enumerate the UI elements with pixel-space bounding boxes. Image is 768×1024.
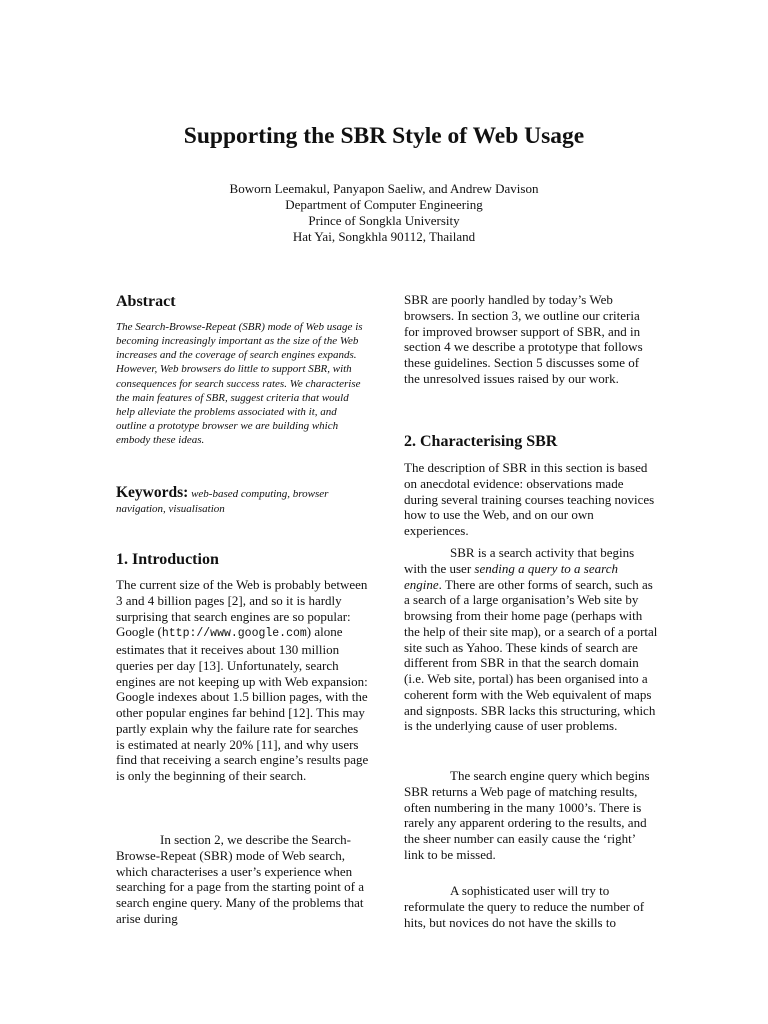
google-url: http://www.google.com [161,627,307,641]
intro-paragraph-2: In section 2, we describe the Search-Browse-Repeat (SBR) mode of Web search, which characterises a user’s experience when searching for a page from the starting point of a search engine query. Many of the problems that arise during [116,832,364,926]
sbr-p2-emphasis: sending a query to a search engine [404,560,618,592]
intro-p1-text-a: The current size of the Web is probably between 3 and 4 billion pages [2], and so it is hardly surprising that search engines are so popular: Google ( [116,577,368,640]
right-paragraph-continued: SBR are poorly handled by today’s Web browsers. In section 3, we outline our criteria for improved browser support of SBR, and in section 4 we describe a prototype that follows these guidelines. Section 5 discusses some of the unresolved issues raised by our work. [404,292,643,386]
intro-p1-text-b: ) alone estimates that it receives about 130 million queries per day [13]. Unfortunately, search engines are not keeping up with Web expansion: Google indexes about 1.5 billion pages, with the other popular engines far behind [12]. This may partly explain why the failure rate for searches is estimated at nearly 20% [11], and why users find that receiving a search engine’s results page is only the beginning of their search. [116,624,369,783]
sbr-paragraph-3: The search engine query which begins SBR returns a Web page of matching results, often numbering in the many 1000’s. There is rarely any apparent ordering to the results, and the sheer number can easily cause the ‘right’ link to be missed. [404,768,650,862]
section-heading-characterising-sbr: 2. Characterising SBR [404,433,558,450]
keywords-label: Keywords: [116,484,189,501]
abstract-text: The Search-Browse-Repeat (SBR) mode of Web usage is becoming increasingly important as the size of the Web increases and the coverage of search engines expands. However, Web browsers do little to support SBR, with consequences for search success rates. We characterise the main features of SBR, suggest criteria that would help alleviate the problems associated with it, and outline a prototype browser we are building which embody these ideas. [116,321,363,447]
author-university: Prince of Songkla University [308,213,460,228]
sbr-paragraph-4: A sophisticated user will try to reformulate the query to reduce the number of hits, but novices do not have the skills to [404,883,645,930]
author-address: Hat Yai, Songkhla 90112, Thailand [292,229,476,244]
sbr-p2-text-b: . There are other forms of search, such as a search of a large organisation’s Web site by browsing from their home page (perhaps with the help of their site map), or a search of a portal site such as Yahoo. These kinds of search are different from SBR in that the search domain (i.e. Web site, portal) has been organised into a coherent form with the Web equivalent of maps and signposts. SBR lacks this structuring, which is the underlying cause of user problems. [404,576,658,734]
author-names: Boworn Leemakul, Panyapon Saeliw, and Andrew Davison [229,181,539,196]
section-heading-introduction: 1. Introduction [116,551,219,568]
author-department: Department of Computer Engineering [285,197,483,212]
abstract-heading: Abstract [116,293,176,310]
keywords [116,485,368,517]
sbr-paragraph-1: The description of SBR in this section is based on anecdotal evidence: observations made during several training courses teaching novices how to use the Web, and on our own experiences. [404,460,655,538]
sbr-p2-text-a: SBR is a search activity that begins with the user [404,545,635,576]
intro-paragraph-1 [116,577,370,784]
sbr-paragraph-2 [404,545,658,734]
paper-title: Supporting the SBR Style of Web Usage [183,123,585,149]
author-block [0,181,768,245]
keywords-text: web-based computing, browser navigation, visualisation [116,488,329,515]
